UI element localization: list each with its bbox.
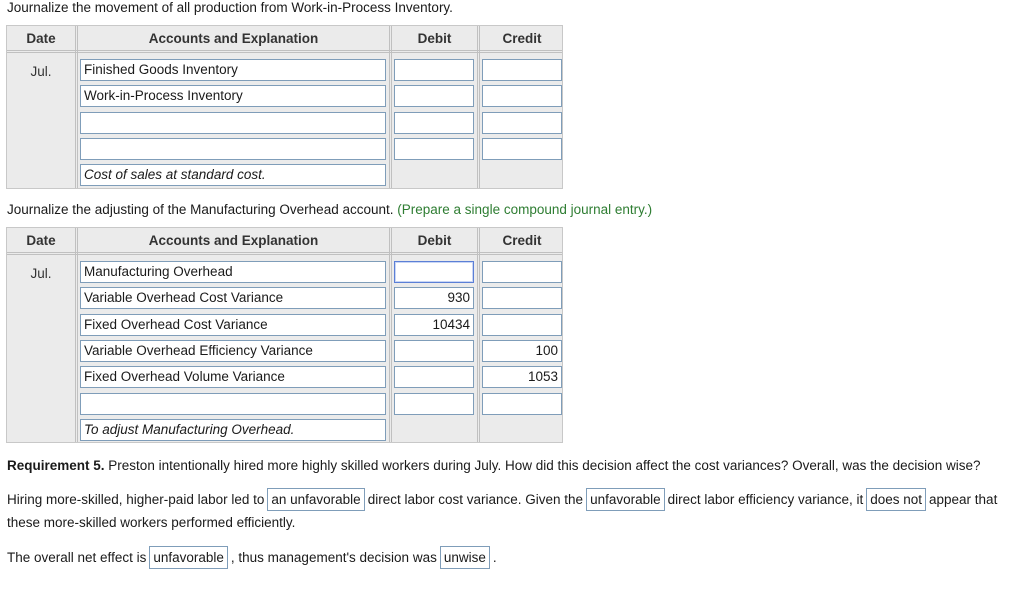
account-field[interactable]	[80, 138, 386, 160]
table-row	[7, 287, 562, 313]
section2-hint: (Prepare a single compound journal entry.)	[397, 202, 653, 217]
header-debit: Debit	[417, 233, 452, 248]
requirement-label: Requirement 5.	[7, 458, 105, 473]
memo-row	[7, 164, 562, 190]
answer2-text: The overall net effect is	[7, 550, 147, 565]
memo-field[interactable]: Cost of sales at standard cost.	[80, 164, 386, 186]
account-field[interactable]	[80, 112, 386, 134]
requirement-text	[7, 454, 1017, 477]
section1-heading: Journalize the movement of all production from Work-in-Process Inventory.	[7, 0, 453, 15]
answer2-text: .	[492, 550, 497, 565]
debit-field[interactable]	[394, 393, 474, 415]
debit-field[interactable]: 930	[394, 287, 474, 309]
answer-paragraph-2	[7, 546, 1017, 569]
table-header	[7, 228, 562, 255]
credit-field[interactable]	[482, 393, 562, 415]
debit-field[interactable]	[394, 138, 474, 160]
answer2-text: , thus management's decision was	[230, 550, 437, 565]
debit-field[interactable]	[394, 366, 474, 388]
answer1-text: direct labor cost variance. Given the	[367, 492, 584, 507]
section2-heading-text: Journalize the adjusting of the Manufacturing Overhead account.	[7, 202, 394, 217]
header-accounts: Accounts and Explanation	[148, 31, 319, 46]
requirement-question: Preston intentionally hired more highly skilled workers during July. How did this decision affect the cost variances? Overall, was the decision wise?	[108, 458, 981, 473]
account-field[interactable]	[80, 393, 386, 415]
debit-field[interactable]	[394, 112, 474, 134]
table-row	[7, 85, 562, 111]
efficiency-judgement-dropdown[interactable]: does not	[866, 488, 926, 511]
header-date: Date	[26, 31, 56, 46]
journal-table-1	[6, 25, 563, 189]
debit-field[interactable]	[394, 59, 474, 81]
credit-field[interactable]: 100	[482, 340, 562, 362]
account-field[interactable]: Fixed Overhead Volume Variance	[80, 366, 386, 388]
memo-row	[7, 419, 562, 445]
credit-field[interactable]	[482, 112, 562, 134]
header-credit: Credit	[502, 233, 542, 248]
table-header	[7, 26, 562, 53]
table-row	[7, 138, 562, 164]
credit-field[interactable]	[482, 261, 562, 283]
account-field[interactable]: Work-in-Process Inventory	[80, 85, 386, 107]
table-row	[7, 261, 562, 287]
account-field[interactable]: Manufacturing Overhead	[80, 261, 386, 283]
account-field[interactable]: Fixed Overhead Cost Variance	[80, 314, 386, 336]
table-row	[7, 112, 562, 138]
table-row	[7, 59, 562, 85]
section2-heading	[7, 202, 652, 217]
answer-paragraph-1	[7, 488, 1017, 534]
answer1-text: Hiring more-skilled, higher-paid labor led to	[7, 492, 265, 507]
journal-table-2	[6, 227, 563, 443]
debit-field[interactable]	[394, 261, 474, 283]
table-row	[7, 340, 562, 366]
debit-field[interactable]	[394, 85, 474, 107]
row-date: Jul.	[30, 266, 52, 281]
header-accounts: Accounts and Explanation	[148, 233, 319, 248]
debit-field[interactable]	[394, 340, 474, 362]
answer1-text: appear that these more-skilled workers performed efficiently.	[7, 492, 998, 530]
row-date: Jul.	[30, 64, 52, 79]
header-date: Date	[26, 233, 56, 248]
header-debit: Debit	[417, 31, 452, 46]
account-field[interactable]: Finished Goods Inventory	[80, 59, 386, 81]
credit-field[interactable]	[482, 287, 562, 309]
credit-field[interactable]	[482, 85, 562, 107]
table-row	[7, 393, 562, 419]
credit-field[interactable]	[482, 314, 562, 336]
table-row	[7, 366, 562, 392]
cost-variance-dropdown[interactable]: an unfavorable	[267, 488, 364, 511]
credit-field[interactable]	[482, 59, 562, 81]
decision-dropdown[interactable]: unwise	[440, 546, 490, 569]
answer1-text: direct labor efficiency variance, it	[667, 492, 864, 507]
table-row	[7, 314, 562, 340]
efficiency-variance-dropdown[interactable]: unfavorable	[586, 488, 665, 511]
memo-field[interactable]: To adjust Manufacturing Overhead.	[80, 419, 386, 441]
header-credit: Credit	[502, 31, 542, 46]
account-field[interactable]: Variable Overhead Cost Variance	[80, 287, 386, 309]
debit-field[interactable]: 10434	[394, 314, 474, 336]
account-field[interactable]: Variable Overhead Efficiency Variance	[80, 340, 386, 362]
credit-field[interactable]: 1053	[482, 366, 562, 388]
credit-field[interactable]	[482, 138, 562, 160]
net-effect-dropdown[interactable]: unfavorable	[149, 546, 228, 569]
